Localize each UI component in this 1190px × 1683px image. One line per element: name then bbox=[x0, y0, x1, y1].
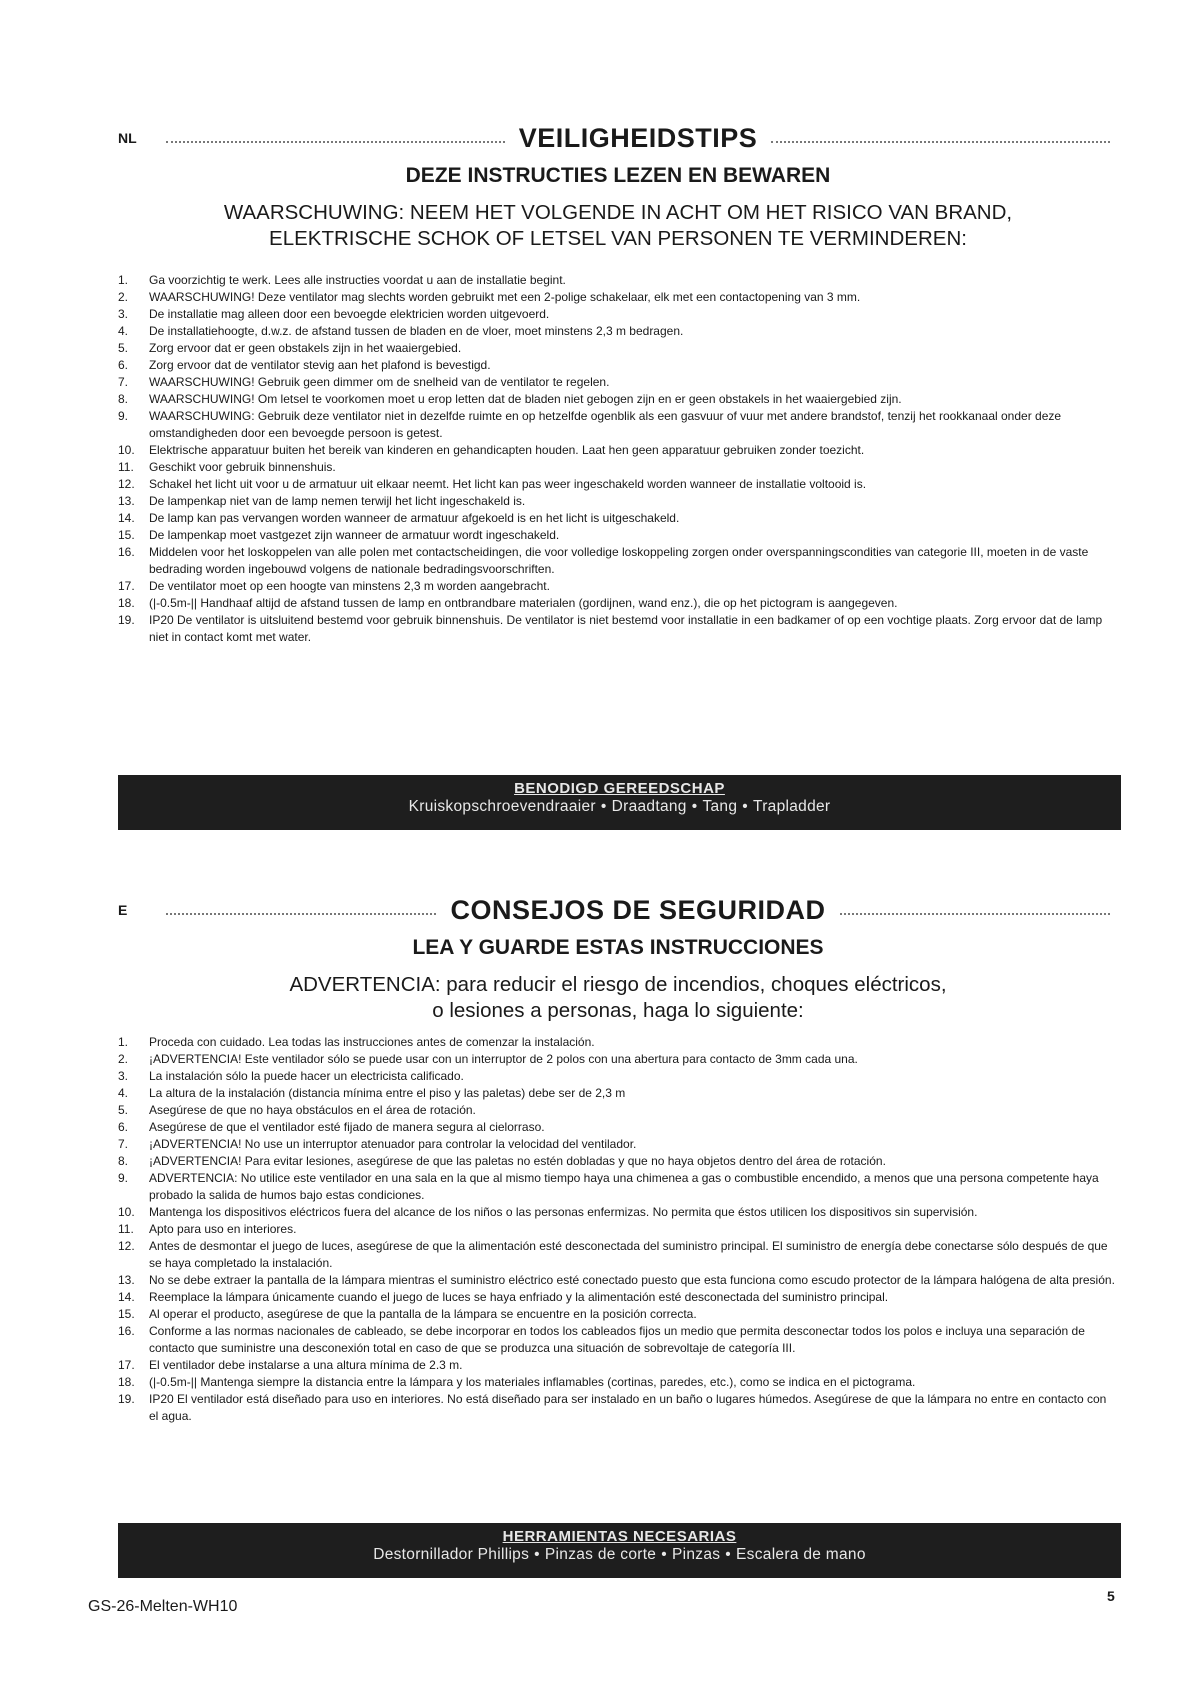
list-item-text: Elektrische apparatuur buiten het bereik van kinderen en gehandicapten houden. Laat hen geen apparatuur gebruiken zonder toezicht. bbox=[149, 443, 865, 457]
list-item-number: 16. bbox=[118, 545, 135, 559]
list-item-text: De ventilator moet op een hoogte van minstens 2,3 m worden aangebracht. bbox=[149, 579, 550, 593]
nl-heading-row bbox=[118, 118, 1118, 158]
list-item bbox=[118, 544, 1118, 578]
list-item bbox=[118, 306, 1118, 323]
bullet-separator: • bbox=[725, 1546, 732, 1563]
list-item-text: Apto para uso en interiores. bbox=[149, 1222, 297, 1236]
list-item bbox=[118, 1153, 1118, 1170]
list-item-number: 14. bbox=[118, 1290, 135, 1304]
list-item-number: 12. bbox=[118, 1239, 135, 1253]
list-item bbox=[118, 357, 1118, 374]
list-item bbox=[118, 391, 1118, 408]
list-item bbox=[118, 595, 1118, 612]
list-item-number: 11. bbox=[118, 460, 134, 474]
list-item bbox=[118, 1306, 1118, 1323]
list-item bbox=[118, 1238, 1118, 1272]
list-item-text: Zorg ervoor dat de ventilator stevig aan het plafond is bevestigd. bbox=[149, 358, 491, 372]
list-item bbox=[118, 340, 1118, 357]
list-item-number: 19. bbox=[118, 1392, 135, 1406]
nl-language-code: NL bbox=[118, 130, 137, 146]
list-item-number: 11. bbox=[118, 1222, 134, 1236]
list-item-number: 10. bbox=[118, 1205, 135, 1219]
list-item-text: De lampenkap niet van de lamp nemen terwijl het licht ingeschakeld is. bbox=[149, 494, 526, 508]
list-item-number: 14. bbox=[118, 511, 135, 525]
es-tools-bar bbox=[118, 1523, 1121, 1578]
list-item bbox=[118, 323, 1118, 340]
es-warning-line-2: o lesiones a personas, haga lo siguiente: bbox=[432, 999, 804, 1022]
list-item bbox=[118, 1170, 1118, 1204]
list-item bbox=[118, 1221, 1118, 1238]
list-item-number: 5. bbox=[118, 341, 129, 355]
list-item-text: De lamp kan pas vervangen worden wanneer de armatuur afgekoeld is en het licht is uitgeschakeld. bbox=[149, 511, 680, 525]
tool-item: Draadtang bbox=[611, 798, 687, 815]
list-item-text: Mantenga los dispositivos eléctricos fuera del alcance de los niños o las personas enfermizas. No permita que éstos utilicen los dispositivos sin supervisión. bbox=[149, 1205, 978, 1219]
list-item bbox=[118, 476, 1118, 493]
list-item-text: Zorg ervoor dat er geen obstakels zijn in het waaiergebied. bbox=[149, 341, 462, 355]
nl-warning-line-1: WAARSCHUWING: NEEM HET VOLGENDE IN ACHT OM HET RISICO VAN BRAND, bbox=[223, 201, 1013, 224]
dotted-leader-left bbox=[166, 913, 436, 915]
list-item bbox=[118, 1136, 1118, 1153]
list-item-text: ¡ADVERTENCIA! Para evitar lesiones, asegúrese de que las paletas no estén dobladas y que no haya objetos dentro del área de rotación. bbox=[149, 1154, 886, 1168]
nl-tools-title: BENODIGD GEREEDSCHAP bbox=[514, 780, 725, 797]
list-item-number: 8. bbox=[118, 392, 129, 406]
tool-item: Destornillador Phillips bbox=[373, 1546, 530, 1563]
list-item bbox=[118, 272, 1118, 289]
list-item-text: Al operar el producto, asegúrese de que la pantalla de la lámpara se encuentre en la posición correcta. bbox=[149, 1307, 697, 1321]
list-item-number: 18. bbox=[118, 1375, 135, 1389]
tool-item: Tang bbox=[702, 798, 738, 815]
list-item-number: 7. bbox=[118, 1137, 129, 1151]
list-item-number: 4. bbox=[118, 1086, 129, 1100]
list-item bbox=[118, 1051, 1118, 1068]
dotted-leader-left bbox=[166, 141, 505, 143]
bullet-separator: • bbox=[691, 798, 698, 815]
es-heading-row bbox=[118, 890, 1118, 930]
list-item-number: 3. bbox=[118, 1069, 129, 1083]
tool-item: Escalera de mano bbox=[736, 1546, 866, 1563]
list-item bbox=[118, 578, 1118, 595]
list-item-text: Geschikt voor gebruik binnenshuis. bbox=[149, 460, 336, 474]
list-item-text: De installatiehoogte, d.w.z. de afstand tussen de bladen en de vloer, moet minstens 2,3 m bedragen. bbox=[149, 324, 684, 338]
nl-tools-bar bbox=[118, 775, 1121, 830]
list-item-number: 13. bbox=[118, 494, 135, 508]
list-item-number: 5. bbox=[118, 1103, 129, 1117]
list-item-text: Schakel het licht uit voor u de armatuur uit elkaar neemt. Het licht kan pas weer ingeschakeld worden wanneer de installatie voltooid is. bbox=[149, 477, 867, 491]
list-item bbox=[118, 1391, 1118, 1425]
list-item bbox=[118, 1034, 1118, 1051]
list-item-number: 6. bbox=[118, 358, 129, 372]
product-code: GS-26-Melten-WH10 bbox=[88, 1598, 238, 1615]
nl-warning-line-2: ELEKTRISCHE SCHOK OF LETSEL VAN PERSONEN TE VERMINDEREN: bbox=[269, 227, 967, 250]
es-tools-list bbox=[118, 1546, 1121, 1564]
page-number: 5 bbox=[1107, 1588, 1115, 1604]
list-item bbox=[118, 493, 1118, 510]
list-item-text: (|-0.5m-|| Mantenga siempre la distancia entre la lámpara y los materiales inflamables (cortinas, paredes, etc.), como se indica en el pictograma. bbox=[149, 1375, 916, 1389]
list-item-text: (|-0.5m-|| Handhaaf altijd de afstand tussen de lamp en ontbrandbare materialen (gordijnen, wand enz.), die op het pictogram is aangegeven. bbox=[149, 596, 898, 610]
list-item-number: 3. bbox=[118, 307, 129, 321]
list-item-text: Asegúrese de que no haya obstáculos en el área de rotación. bbox=[149, 1103, 476, 1117]
tool-item: Trapladder bbox=[753, 798, 831, 815]
list-item-number: 1. bbox=[118, 1035, 129, 1049]
list-item bbox=[118, 527, 1118, 544]
es-safety-section bbox=[118, 890, 1118, 1425]
list-item-number: 6. bbox=[118, 1120, 129, 1134]
list-item-number: 7. bbox=[118, 375, 129, 389]
list-item-number: 2. bbox=[118, 290, 129, 304]
es-language-code: E bbox=[118, 902, 128, 918]
tool-item: Kruiskopschroevendraaier bbox=[408, 798, 596, 815]
list-item bbox=[118, 1374, 1118, 1391]
list-item-text: WAARSCHUWING! Deze ventilator mag slechts worden gebruikt met een 2-polige schakelaar, elk met een contactopening van 3 mm. bbox=[149, 290, 861, 304]
list-item-number: 17. bbox=[118, 579, 135, 593]
list-item-number: 15. bbox=[118, 1307, 135, 1321]
list-item bbox=[118, 459, 1118, 476]
list-item bbox=[118, 1323, 1118, 1357]
list-item-number: 10. bbox=[118, 443, 135, 457]
list-item-text: Proceda con cuidado. Lea todas las instrucciones antes de comenzar la instalación. bbox=[149, 1035, 595, 1049]
list-item bbox=[118, 1068, 1118, 1085]
list-item-number: 12. bbox=[118, 477, 135, 491]
list-item-text: ¡ADVERTENCIA! Este ventilador sólo se puede usar con un interruptor de 2 polos con una abertura para contacto de 3mm cada una. bbox=[149, 1052, 858, 1066]
nl-safety-section bbox=[118, 118, 1118, 646]
nl-instruction-list bbox=[118, 272, 1118, 646]
list-item-text: Ga voorzichtig te werk. Lees alle instructies voordat u aan de installatie begint. bbox=[149, 273, 566, 287]
list-item-text: Conforme a las normas nacionales de cableado, se debe incorporar en todos los cableados fijos un medio que permita desconectar todos los polos e incluya una separación de contacto que suministre una desconexión total en caso de que se produzca una situación de sobrevoltaje de categoría III. bbox=[149, 1324, 1085, 1355]
list-item-text: WAARSCHUWING: Gebruik deze ventilator niet in dezelfde ruimte en op hetzelfde ogenblik als een gasvuur of vuur met andere brandstof, tenzij het rookkanaal onder deze omstandigheden door een bevoegde persoon is getest. bbox=[149, 409, 1062, 440]
list-item-number: 16. bbox=[118, 1324, 135, 1338]
list-item bbox=[118, 510, 1118, 527]
list-item-text: IP20 El ventilador está diseñado para uso en interiores. No está diseñado para ser instalado en un baño o lugares húmedos. Asegúrese de que la lámpara no entre en contacto con el agua. bbox=[149, 1392, 1107, 1423]
nl-title: VEILIGHEIDSTIPS bbox=[518, 122, 758, 153]
bullet-separator: • bbox=[742, 798, 748, 815]
list-item bbox=[118, 1272, 1118, 1289]
list-item-text: De lampenkap moet vastgezet zijn wanneer de armatuur wordt ingeschakeld. bbox=[149, 528, 560, 542]
bullet-separator: • bbox=[661, 1546, 667, 1563]
list-item bbox=[118, 1102, 1118, 1119]
es-warning bbox=[158, 972, 1078, 1024]
list-item-text: La altura de la instalación (distancia mínima entre el piso y las paletas) debe ser de 2,3 m bbox=[149, 1086, 626, 1100]
list-item-text: Antes de desmontar el juego de luces, asegúrese de que la alimentación esté desconectada del suministro principal. El suministro de energía debe conectarse sólo después de que se haya completado la instalación. bbox=[149, 1239, 1108, 1270]
list-item bbox=[118, 442, 1118, 459]
dotted-leader-right bbox=[771, 141, 1110, 143]
list-item-text: Asegúrese de que el ventilador esté fijado de manera segura al cielorraso. bbox=[149, 1120, 545, 1134]
list-item-text: Middelen voor het loskoppelen van alle polen met contactscheidingen, die voor volledige loskoppeling zorgen onder overspanningscondities van categorie III, moeten in de vaste bedrading worden ingebouwd volgens de nationale bedradingsvoorschriften. bbox=[149, 545, 1089, 576]
list-item-number: 18. bbox=[118, 596, 135, 610]
list-item bbox=[118, 408, 1118, 442]
list-item bbox=[118, 1357, 1118, 1374]
es-subtitle: LEA Y GUARDE ESTAS INSTRUCCIONES bbox=[412, 936, 824, 959]
tool-item: Pinzas de corte bbox=[544, 1546, 657, 1563]
list-item-number: 15. bbox=[118, 528, 135, 542]
list-item-number: 19. bbox=[118, 613, 135, 627]
bullet-separator: • bbox=[534, 1546, 540, 1563]
list-item-number: 13. bbox=[118, 1273, 135, 1287]
list-item-number: 8. bbox=[118, 1154, 129, 1168]
list-item-number: 4. bbox=[118, 324, 129, 338]
nl-tools-list bbox=[118, 798, 1121, 816]
es-instruction-list bbox=[118, 1034, 1118, 1425]
dotted-leader-right bbox=[840, 913, 1110, 915]
list-item-text: WAARSCHUWING! Gebruik geen dimmer om de snelheid van de ventilator te regelen. bbox=[149, 375, 610, 389]
es-warning-line-1: ADVERTENCIA: para reducir el riesgo de incendios, choques eléctricos, bbox=[289, 973, 947, 996]
es-tools-title: HERRAMIENTAS NECESARIAS bbox=[502, 1528, 737, 1545]
list-item-number: 2. bbox=[118, 1052, 129, 1066]
list-item-text: IP20 De ventilator is uitsluitend bestemd voor gebruik binnenshuis. De ventilator is niet bestemd voor installatie in een badkamer of op een vochtige plaats. Zorg ervoor dat de lamp niet in contact komt met water. bbox=[149, 613, 1103, 644]
list-item bbox=[118, 1119, 1118, 1136]
list-item-text: Reemplace la lámpara únicamente cuando el juego de luces se haya enfriado y la alimentación esté desconectada del suministro principal. bbox=[149, 1290, 889, 1304]
list-item-text: No se debe extraer la pantalla de la lámpara mientras el suministro eléctrico esté conectado puesto que esta funciona como escudo protector de la lámpara halógena de alta presión. bbox=[149, 1273, 1115, 1287]
list-item bbox=[118, 374, 1118, 391]
list-item-text: La instalación sólo la puede hacer un electricista calificado. bbox=[149, 1069, 464, 1083]
list-item-number: 9. bbox=[118, 409, 129, 423]
list-item-text: De installatie mag alleen door een bevoegde elektricien worden uitgevoerd. bbox=[149, 307, 550, 321]
list-item-number: 9. bbox=[118, 1171, 129, 1185]
nl-warning bbox=[158, 200, 1078, 252]
list-item bbox=[118, 612, 1118, 646]
list-item-text: El ventilador debe instalarse a una altura mínima de 2.3 m. bbox=[149, 1358, 463, 1372]
list-item-text: ADVERTENCIA: No utilice este ventilador en una sala en la que al mismo tiempo haya una chimenea a gas o combustible encendido, a menos que una persona competente haya probado la salida de humos bajo estas condiciones. bbox=[149, 1171, 1099, 1202]
list-item-text: WAARSCHUWING! Om letsel te voorkomen moet u erop letten dat de bladen niet gebogen zijn en er geen obstakels in het waaiergebied zijn. bbox=[149, 392, 902, 406]
list-item bbox=[118, 289, 1118, 306]
list-item bbox=[118, 1085, 1118, 1102]
list-item bbox=[118, 1289, 1118, 1306]
tool-item: Pinzas bbox=[671, 1546, 721, 1563]
list-item-number: 1. bbox=[118, 273, 129, 287]
es-title: CONSEJOS DE SEGURIDAD bbox=[450, 894, 826, 925]
list-item-text: ¡ADVERTENCIA! No use un interruptor atenuador para controlar la velocidad del ventilador. bbox=[149, 1137, 637, 1151]
list-item-number: 17. bbox=[118, 1358, 135, 1372]
nl-subtitle: DEZE INSTRUCTIES LEZEN EN BEWAREN bbox=[405, 164, 831, 187]
bullet-separator: • bbox=[600, 798, 607, 815]
list-item bbox=[118, 1204, 1118, 1221]
